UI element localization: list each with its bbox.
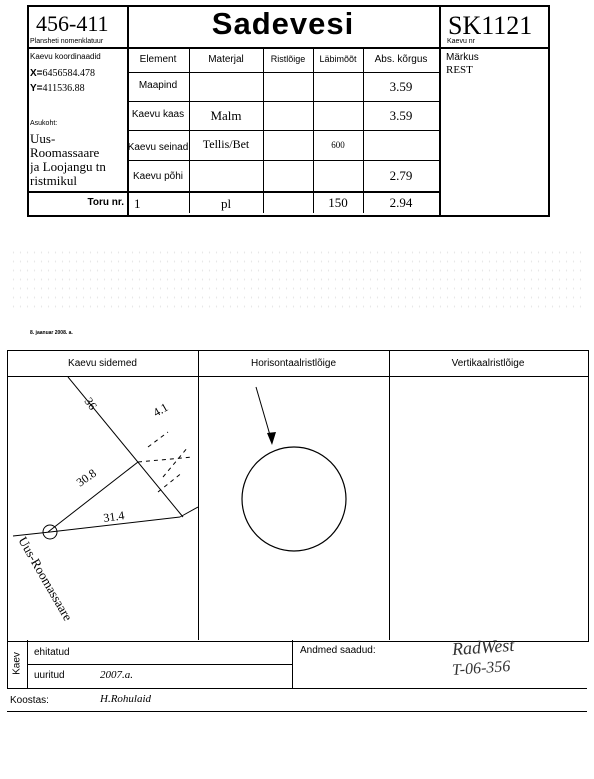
row-1-height: 3.59	[389, 79, 413, 94]
coord-x-label: X=	[30, 68, 43, 79]
sketch-header-vertical: Vertikaalristlõige	[451, 358, 525, 369]
road-edge-line	[68, 377, 183, 517]
location-line-1: Uus-	[30, 132, 56, 146]
col-header-material: Materjal	[208, 54, 244, 65]
page-title: Sadevesi	[211, 6, 355, 41]
col-header-height: Abs. kõrgus	[374, 54, 428, 65]
data-from-value-2: T-06-356	[451, 657, 511, 680]
data-from-value-1: RadWest	[451, 634, 515, 660]
row-2-material: Malm	[210, 108, 242, 123]
row-2-element: Kaevu kaas	[131, 109, 185, 120]
row-4-element: Kaevu põhi	[132, 171, 184, 182]
coord-y-value: 411536.88	[42, 83, 85, 94]
row-4-height: 2.79	[389, 168, 413, 183]
measure-30-8: 30.8	[73, 465, 99, 490]
compiled-value: H.Rohulaid	[100, 693, 152, 705]
compiled-label: Koostas:	[10, 695, 49, 706]
coord-y-label: Y=	[30, 83, 43, 94]
row-1-element: Maapind	[138, 80, 178, 91]
connections-sketch	[8, 377, 198, 639]
surveyed-value: 2007.a.	[100, 669, 133, 681]
col-header-element: Element	[139, 54, 177, 65]
pipe-label: Toru nr.	[87, 197, 124, 208]
row-3-diameter: 600	[331, 140, 345, 150]
street-label: Uus-Roomassaare	[15, 534, 76, 624]
row-2-height: 3.59	[389, 108, 413, 123]
pipe-height: 2.94	[389, 195, 413, 210]
data-from-label: Andmed saadud:	[300, 645, 376, 656]
scan-noise	[10, 248, 585, 308]
built-label: ehitatud	[34, 647, 70, 658]
remark-label: Märkus	[446, 52, 479, 63]
location-line-3: ja Loojangu tn	[30, 159, 106, 174]
nomenclature-label: Plansheti nomenklatuur	[30, 38, 104, 45]
location-line-4: ristmikul	[30, 173, 77, 188]
horizontal-section-sketch	[199, 377, 389, 639]
col-header-cross: Ristlõige	[270, 54, 306, 64]
row-3-element: Kaevu seinad	[127, 142, 189, 153]
document-date: 8. jaanuar 2008. a.	[30, 330, 73, 336]
pipe-line-3	[180, 507, 198, 517]
coord-y	[30, 83, 85, 94]
well-circle	[242, 447, 346, 551]
well-number: SK1121	[448, 11, 533, 40]
measure-4-1: 4.1	[150, 399, 171, 420]
remark-value: REST	[446, 64, 473, 76]
location-label: Asukoht:	[30, 120, 58, 127]
measure-31-4: 31.4	[102, 508, 126, 525]
inflow-arrow-head	[267, 432, 276, 445]
pipe-number: 1	[134, 196, 141, 211]
footer-side-label: Kaev	[11, 652, 23, 675]
well-number-label: Kaevu nr	[447, 38, 476, 45]
nomenclature-value: 456-411	[36, 11, 109, 36]
pipe-material: pl	[220, 196, 232, 211]
location-text	[30, 132, 126, 190]
sketch-header-horizontal: Horisontaalristlõige	[250, 358, 337, 369]
pipe-diameter: 150	[328, 195, 348, 210]
sketch-header-connections: Kaevu sidemed	[68, 358, 137, 369]
row-3-material: Tellis/Bet	[202, 137, 250, 151]
location-line-2: Roomassaare	[30, 145, 100, 160]
coord-x	[30, 68, 95, 79]
coord-x-value: 6456584.478	[42, 68, 96, 79]
col-header-diameter: Läbimõõt	[319, 54, 357, 64]
road-label: 36	[81, 394, 100, 413]
surveyed-label: uuritud	[34, 670, 65, 681]
coords-label: Kaevu koordinaadid	[30, 52, 101, 61]
